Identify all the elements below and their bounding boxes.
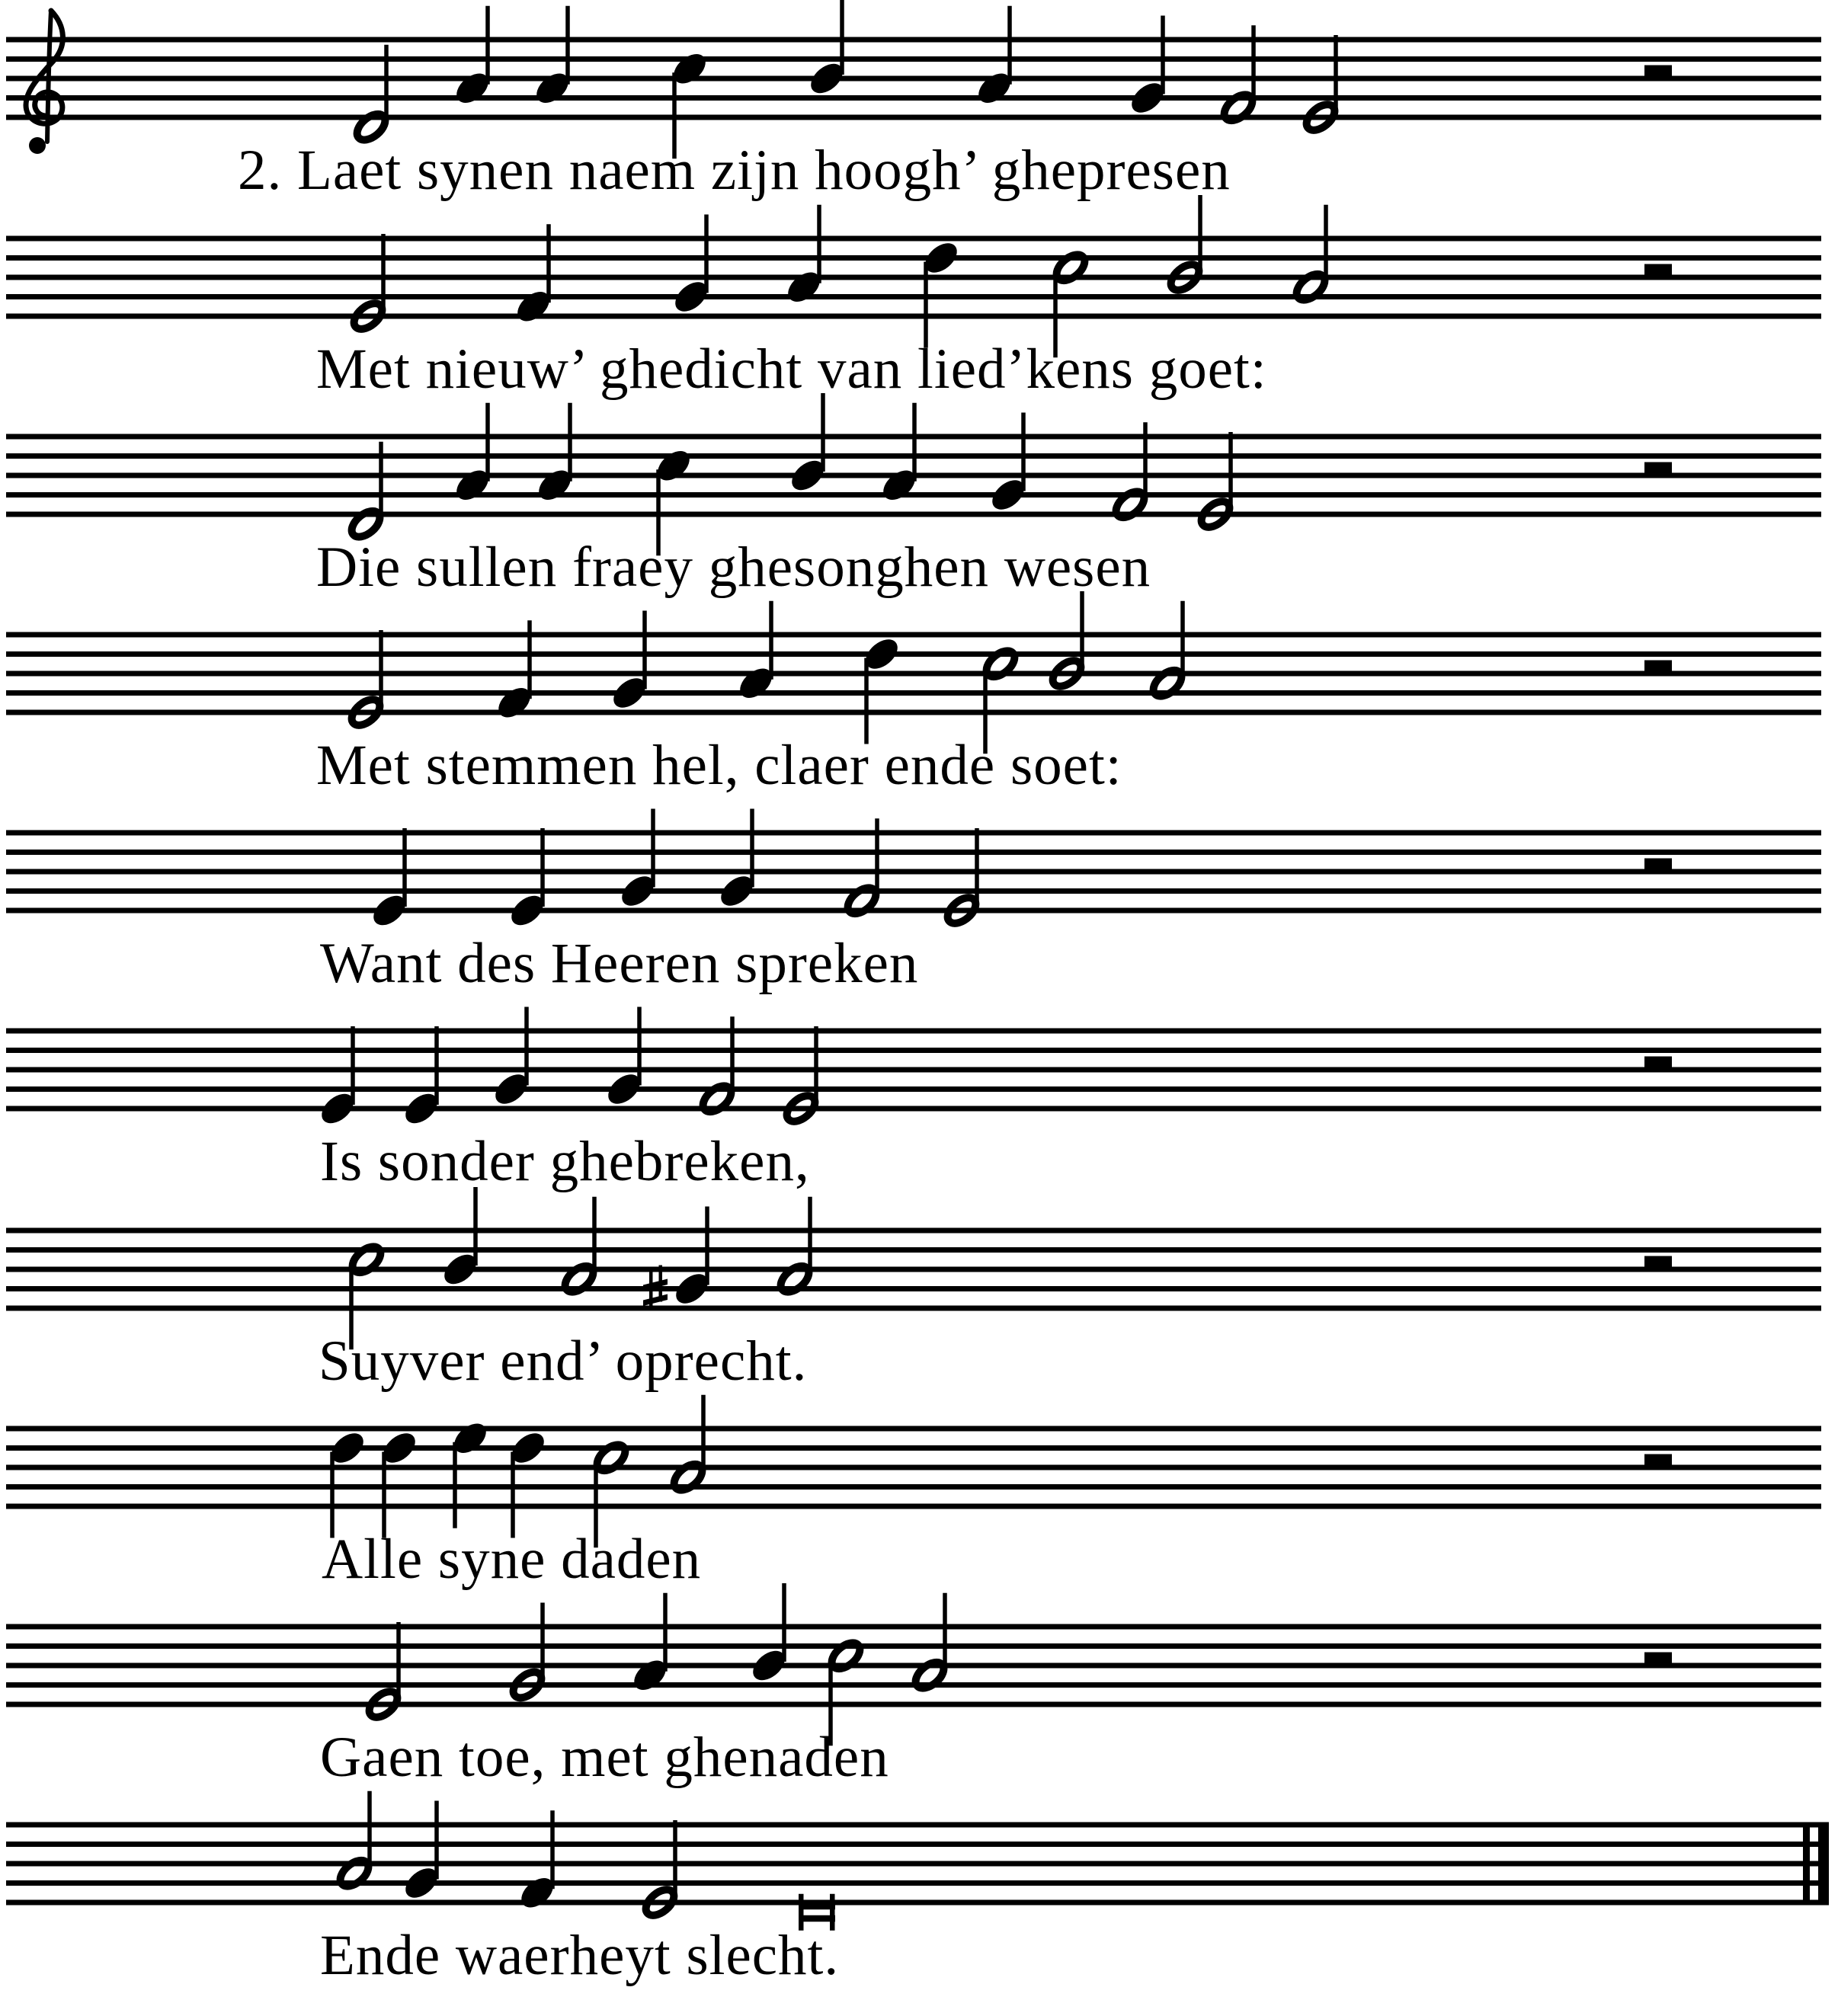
note-A4 [1292, 205, 1329, 305]
half-notehead [911, 1657, 948, 1693]
staff-system-8 [6, 1395, 1821, 1591]
half-notehead [776, 1261, 813, 1297]
half-notehead [560, 1261, 597, 1297]
note-A4 [776, 1197, 813, 1297]
staff-system-2 [6, 195, 1821, 401]
note-G4 [987, 413, 1029, 516]
half-rest [1644, 1057, 1672, 1067]
note-D5 [378, 1428, 421, 1538]
note-D5 [507, 1428, 549, 1538]
note-G4 [608, 611, 651, 714]
half-notehead [1148, 665, 1186, 701]
staff-system-10 [6, 1791, 1829, 1987]
note-G#4 [643, 1207, 713, 1310]
note-E4 [1196, 432, 1234, 532]
half-notehead [698, 1081, 735, 1117]
note-G4 [400, 1801, 443, 1904]
half-notehead [669, 1459, 706, 1495]
staff-system-9 [6, 1583, 1821, 1789]
note-E4 [782, 1026, 819, 1126]
half-notehead [1292, 269, 1329, 305]
half-notehead [335, 1855, 373, 1891]
final-barline [1818, 1822, 1829, 1906]
note-A4 [911, 1593, 948, 1693]
lyric-line: Met stemmen hel, claer ende soet: [316, 734, 1122, 797]
half-rest [1644, 1454, 1672, 1465]
half-rest [1644, 859, 1672, 869]
staff-system-5 [6, 809, 1821, 996]
note-D5 [920, 238, 962, 348]
staff-system-3 [6, 393, 1821, 599]
note-G4 [603, 1007, 645, 1110]
note-E4 [316, 1026, 359, 1129]
note-E4 [1302, 35, 1339, 135]
half-rest [1644, 1653, 1672, 1663]
note-A4 [560, 1197, 597, 1297]
staff-system-4 [6, 591, 1821, 797]
note-E4 [349, 234, 386, 334]
note-B4 [805, 0, 848, 99]
note-D5 [326, 1428, 369, 1538]
staff-system-7 [6, 1187, 1821, 1393]
half-notehead [1219, 90, 1257, 126]
note-B4 [786, 393, 829, 496]
half-rest [1644, 66, 1672, 76]
half-notehead [981, 646, 1019, 682]
note-E4 [364, 1622, 402, 1722]
note-G4 [716, 809, 758, 912]
note-B4 [439, 1187, 482, 1290]
final-barline [1803, 1822, 1810, 1906]
lyric-line: Met nieuw’ ghedicht van lied’kens goet: [316, 338, 1267, 401]
lyric-line: Die sullen fraey ghesonghen wesen [316, 536, 1151, 599]
note-B4 [748, 1583, 790, 1686]
half-notehead [827, 1638, 864, 1674]
note-E4 [347, 630, 384, 730]
note-G4 [490, 1007, 533, 1110]
lyric-line: Is sonder ghebreken, [320, 1130, 810, 1193]
treble-clef-icon [26, 11, 62, 154]
note-E4 [506, 828, 549, 931]
half-notehead [592, 1440, 629, 1476]
half-notehead [1052, 250, 1089, 286]
lyric-line: Alle syne daden [322, 1528, 702, 1591]
lyric-line: 2. Laet synen naem zijn hoogh’ ghepresen [238, 139, 1231, 202]
lyric-line: Want des Heeren spreken [320, 932, 919, 995]
note-D5 [860, 634, 903, 744]
note-E4 [641, 1820, 678, 1920]
half-rest [1644, 1256, 1672, 1267]
note-E4 [943, 828, 980, 928]
lyric-line: Gaen toe, met ghenaden [320, 1726, 889, 1789]
note-E5 [449, 1418, 492, 1528]
note-G4 [616, 809, 659, 912]
note-B4 [1166, 195, 1203, 295]
note-A4 [669, 1395, 706, 1495]
half-rest [1644, 264, 1672, 275]
half-rest [1644, 661, 1672, 671]
note-A4 [1148, 601, 1186, 701]
note-B4 [1048, 591, 1085, 691]
note-G4 [670, 215, 712, 318]
note-G4 [1126, 16, 1169, 119]
lyric-line: Suyver end’ oprecht. [319, 1330, 808, 1393]
lyric-line: Ende waerheyt slecht. [320, 1924, 840, 1987]
note-E4 [400, 1026, 443, 1129]
note-E4 [368, 828, 411, 931]
staff-system-6 [6, 1007, 1821, 1194]
half-notehead [347, 1242, 385, 1278]
note-A4 [335, 1791, 373, 1891]
staff-system-1 [6, 0, 1821, 202]
half-notehead [843, 883, 880, 919]
half-rest [1644, 462, 1672, 473]
note-G4 [508, 1603, 546, 1703]
half-notehead [1111, 487, 1148, 523]
